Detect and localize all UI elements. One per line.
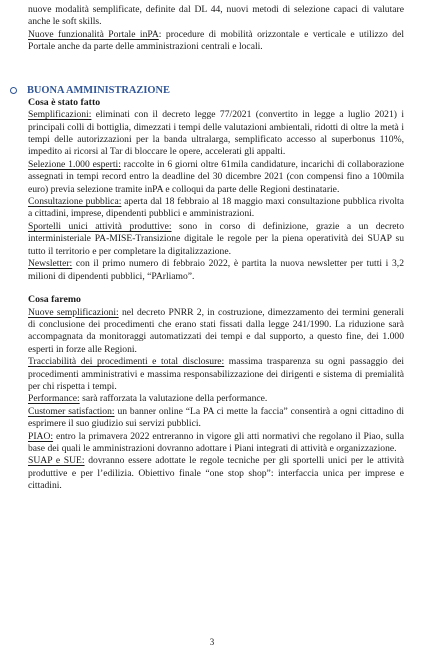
todo-item-text: un banner online “La PA ci mette la faccia” consentirà a ogni cittadino di esprimere il suo giudizio sui servizi pubblici.: [28, 405, 404, 430]
portal-paragraph: [28, 29, 404, 54]
todo-item-piao: [28, 431, 404, 456]
circle-bullet-icon: [10, 87, 17, 94]
section-heading: [10, 84, 404, 97]
done-item-text: raccolte in 6 giorni oltre 61mila candidature, incarichi di collaborazione assegnati in tempi record entro la deadline del 30 dicembre 2021 (con compensi fino a 100mila euro) previa selezione tramite inPA e colloqui da parte delle Regioni destinatarie.: [28, 158, 405, 195]
done-item-label: Semplificazioni:: [28, 109, 92, 121]
done-item-label: Consultazione pubblica:: [28, 196, 122, 208]
done-item-selezione-esperti: [28, 159, 404, 196]
todo-heading: Cosa faremo: [28, 293, 81, 305]
done-item-text: con il primo numero di febbraio 2022, è partita la nuova newsletter per tutti i 3,2 milioni di dipendenti pubblici, “PArliamo”.: [28, 258, 404, 282]
portal-label: Nuove funzionalità Portale inPA: [28, 28, 159, 40]
done-item-sportelli: [28, 221, 404, 258]
section-title: BUONA AMMINISTRAZIONE: [27, 84, 170, 96]
done-item-consultazione: [28, 196, 404, 221]
todo-item-text: sarà rafforzata la valutazione della performance.: [79, 393, 268, 405]
todo-item-performance: [28, 393, 404, 405]
todo-item-text: nel decreto PNRR 2, in costruzione, dimezzamento dei termini generali di conclusione dei procedimenti che erano stati fissati dalla legge 241/1990. La riduzione sarà accompagnata da monitoraggi automatizzati dei tempi e dal supporto, a questo fine, dei 1.000 esperti in forze alle Regioni.: [28, 306, 404, 355]
done-heading: Cosa è stato fatto: [28, 96, 101, 108]
done-item-label: Sportelli unici attività produttive:: [28, 220, 172, 232]
todo-item-text: entro la primavera 2022 entreranno in vigore gli atti normativi che regolano il Piao, sulla base dei quali le amministrazioni dovranno adottare i Piani integrati di attività e organizzazione.: [28, 430, 404, 454]
todo-item-text: massima trasparenza su ogni passaggio dei procedimenti amministrativi e massima responsabilizzazione dei dirigenti e sistema di premialità per chi rispetta i tempi.: [28, 356, 404, 392]
todo-item-label: PIAO:: [28, 430, 54, 442]
done-item-text: eliminati con il decreto legge 77/2021 (convertito in legge a luglio 2021) i principali colli di bottiglia, dimezzati i tempi delle valutazioni ambientali, ridotti di oltre la metà i tempi delle autorizzazioni per la banda ultralarga, semplificato accesso al superbonus 110%, impedito ai ricorsi al Tar di bloccare le opere, accelerati gli appalti.: [28, 109, 404, 158]
todo-item-label: Customer satisfaction:: [28, 405, 115, 417]
todo-item-customer-satisfaction: [28, 406, 404, 431]
intro-paragraph: nuove modalità semplificate, definite dal DL 44, nuovi metodi di selezione capaci di valutare anche le soft skills.: [28, 4, 404, 28]
portal-text: : procedure di mobilità orizzontale e verticale e utilizzo del Portale anche da parte delle amministrazioni centrali e locali.: [28, 28, 404, 53]
todo-item-label: SUAP e SUE:: [28, 455, 85, 467]
todo-item-tracciabilita: [28, 356, 404, 393]
todo-item-text: dovranno essere adottate le regole tecniche per gli sportelli unici per le attività produttive e per l’edilizia. Obiettivo finale “one stop shop”: interfaccia unica per imprese e cittadini.: [28, 455, 404, 492]
done-item-semplificazioni: [28, 109, 404, 159]
todo-item-label: Nuove semplificazioni:: [28, 306, 119, 318]
done-item-text: aperta dal 18 febbraio al 18 maggio maxi consultazione pubblica rivolta a cittadini, imprese, dipendenti pubblici e amministrazioni.: [28, 196, 404, 220]
done-item-label: Selezione 1.000 esperti:: [28, 158, 121, 170]
done-item-newsletter: [28, 258, 404, 283]
todo-item-suap-sue: [28, 455, 404, 492]
done-item-label: Newsletter:: [28, 258, 73, 270]
done-item-text: sono in corso di definizione, grazie a un decreto interministeriale PA-MISE-Transizione digitale le regole per la piena operatività dei SUAP su tutto il territorio e per completare la digitalizzazione.: [28, 220, 404, 257]
todo-item-label: Tracciabilità dei procedimenti e total disclosure:: [28, 356, 225, 368]
page-number: 3: [209, 637, 215, 647]
todo-item-nuove-semplificazioni: [28, 307, 404, 357]
todo-item-label: Performance:: [28, 393, 80, 405]
